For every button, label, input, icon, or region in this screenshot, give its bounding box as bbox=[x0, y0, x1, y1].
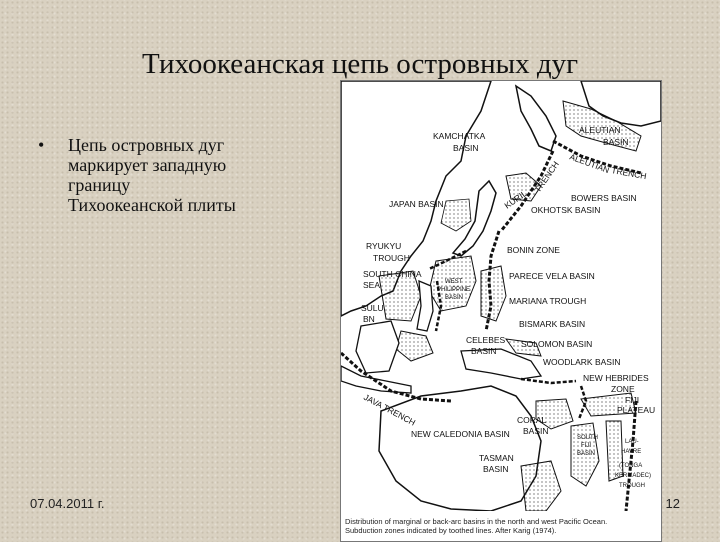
australia-landmass bbox=[379, 386, 541, 511]
aleutian-trench-label: ALEUTIAN bbox=[568, 151, 611, 176]
tonga-trench-line bbox=[626, 401, 636, 511]
lau-havre-trough-label: LAU- bbox=[625, 439, 639, 445]
south-fiji-basin-label: BASIN bbox=[577, 451, 596, 457]
new-hebrides-zone-label: ZONE bbox=[611, 384, 635, 394]
fiji-plateau-label: PLATEAU bbox=[617, 405, 656, 415]
tasman-basin-label: BASIN bbox=[483, 464, 509, 474]
coral-basin-label: CORAL bbox=[517, 415, 547, 425]
south-china-sea-label: SOUTH CHINA bbox=[363, 269, 422, 279]
slide-title: Тихоокеанская цепь островных дуг bbox=[142, 48, 578, 80]
new-hebrides-zone-label: NEW HEBRIDES bbox=[583, 373, 649, 383]
south-fiji-basin-label: FIJI bbox=[581, 443, 591, 449]
trench-label: TRENCH bbox=[532, 159, 561, 195]
sulu-label: BN bbox=[363, 314, 375, 324]
bullet-item bbox=[38, 135, 278, 215]
woodlark-basin-label: WOODLARK BASIN bbox=[543, 357, 621, 367]
bullet-line: Цепь островных дуг bbox=[68, 135, 225, 155]
lau-havre-trough-label: HAVRE bbox=[621, 449, 642, 455]
celebes-basin-area bbox=[396, 331, 433, 361]
west-philippine-label: PHILIPPINE bbox=[437, 287, 471, 293]
bullet-list bbox=[38, 135, 278, 215]
aleutian-label: ALEUTIAN bbox=[579, 125, 621, 135]
kamchatka-peninsula bbox=[516, 86, 556, 151]
west-philippine-label: BASIN bbox=[445, 295, 464, 301]
java-trench-label: JAVA TRENCH bbox=[362, 391, 418, 428]
bonin-zone-label: BONIN ZONE bbox=[507, 245, 560, 255]
kuril-label: KURIL bbox=[502, 188, 529, 211]
page-number: 12 bbox=[665, 496, 680, 511]
bullet-text bbox=[68, 135, 236, 215]
mariana-trough-label: MARIANA TROUGH bbox=[509, 296, 587, 306]
japan-basin-label: JAPAN BASIN bbox=[389, 199, 444, 209]
south-china-sea-label: SEA bbox=[363, 280, 381, 290]
japan-basin-area bbox=[441, 199, 471, 231]
celebes-basin-label: BASIN bbox=[471, 346, 497, 356]
celebes-basin-label: CELEBES bbox=[466, 335, 506, 345]
south-fiji-basin-label: SOUTH bbox=[577, 435, 598, 441]
solomon-basin-label: SOLOMON BASIN bbox=[521, 339, 593, 349]
bismark-basin-label: BISMARK BASIN bbox=[519, 319, 586, 329]
kamchatka-label: KAMCHATKA bbox=[433, 131, 486, 141]
aleutian-trench-label: TRENCH bbox=[610, 165, 648, 182]
okhotsk-basin-label: OKHOTSK BASIN bbox=[531, 205, 601, 215]
bullet-line: границу bbox=[68, 175, 131, 195]
ryukyu-label: TROUGH bbox=[373, 253, 410, 263]
bowers-basin-label: BOWERS BASIN bbox=[571, 193, 637, 203]
parece-vela-basin-area bbox=[481, 266, 506, 321]
tasman-basin-area bbox=[521, 461, 561, 511]
slide-date: 07.04.2011 г. bbox=[30, 496, 105, 511]
kamchatka-basin-label: BASIN bbox=[453, 143, 479, 153]
coral-basin-label: BASIN bbox=[523, 426, 549, 436]
fiji-plateau-label: FIJI bbox=[625, 395, 640, 405]
aleutian-basin-label: BASIN bbox=[603, 137, 629, 147]
west-philippine-label: WEST bbox=[445, 279, 463, 285]
bullet-marker: • bbox=[38, 135, 45, 155]
sulu-label: SULU bbox=[361, 303, 384, 313]
map-caption: Distribution of marginal or back-arc basins in the north and west Pacific Ocean. Subduction zones indicated by toothed lines. After Karig (1974). bbox=[345, 517, 608, 535]
new-caledonia-basin-label: NEW CALEDONIA BASIN bbox=[411, 429, 510, 439]
lau-havre-trough-label: (TONGA bbox=[619, 463, 643, 469]
ryukyu-label: RYUKYU bbox=[366, 241, 402, 251]
bullet-line: Тихоокеанской плиты bbox=[68, 195, 236, 215]
philippine-islands bbox=[417, 281, 433, 331]
borneo-island bbox=[356, 321, 399, 373]
lau-havre-trough-label: KERMADEC) bbox=[615, 473, 652, 479]
solomon-trench-line bbox=[521, 379, 576, 383]
parece-vela-basin-label: PARECE VELA BASIN bbox=[509, 271, 595, 281]
map-drawing bbox=[341, 81, 661, 511]
bullet-line: маркирует западную bbox=[68, 155, 227, 175]
lau-havre-trough-label: TROUGH bbox=[619, 483, 645, 489]
pacific-arc-map bbox=[340, 80, 662, 542]
tasman-basin-label: TASMAN bbox=[479, 453, 514, 463]
